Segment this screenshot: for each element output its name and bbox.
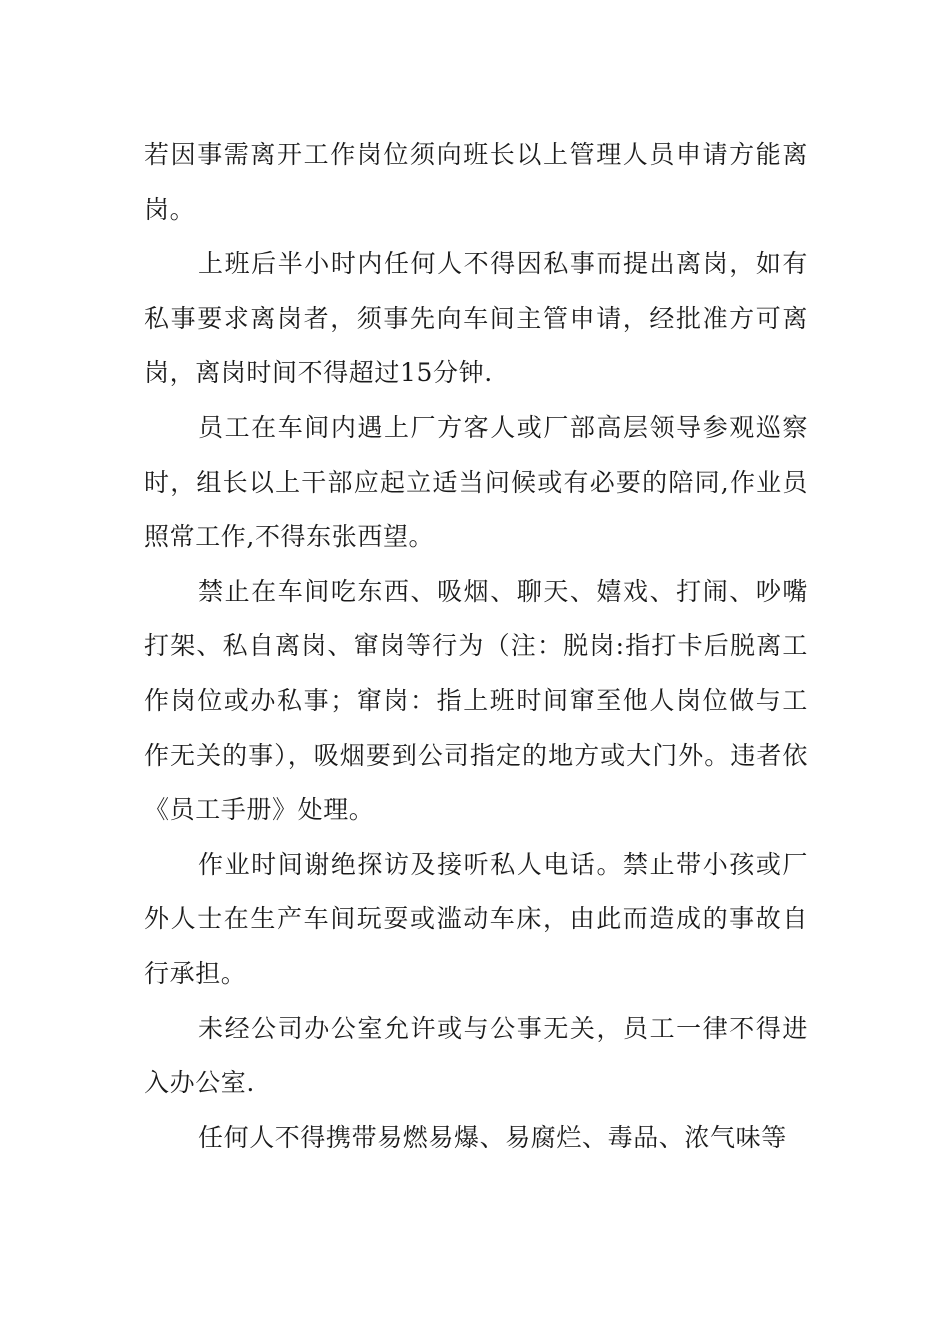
paragraph-leave-rule: 上班后半小时内任何人不得因私事而提出离岗，如有私事要求离岗者，须事先向车间主管申请，经批准方可离岗，离岗时间不得超过15分钟. (144, 249, 808, 388)
paragraph-hazardous-items-rule: 任何人不得携带易燃易爆、易腐烂、毒品、浓气味等 (198, 1122, 787, 1152)
paragraph-visit-phone-rule: 作业时间谢绝探访及接听私人电话。禁止带小孩或厂外人士在生产车间玩耍或滥动车床，由此而造成的事故自行承担。 (144, 849, 808, 988)
paragraph-visitor-rule: 员工在车间内遇上厂方客人或厂部高层领导参观巡察时，组长以上干部应起立适当问候或有必要的陪同,作业员照常工作,不得东张西望。 (144, 412, 808, 552)
paragraph-leave-request: 若因事需离开工作岗位须向班长以上管理人员申请方能离岗。 (144, 140, 808, 224)
paragraph-prohibited-behavior: 禁止在车间吃东西、吸烟、聊天、嬉戏、打闹、吵嘴打架、私自离岗、窜岗等行为（注：脱岗:指打卡后脱离工作岗位或办私事；窜岗：指上班时间窜至他人岗位做与工作无关的事），吸烟要到公司指定的地方或大门外。违者依《员工手册》处理。 (144, 576, 808, 825)
document-body (144, 128, 808, 1165)
paragraph-office-access-rule: 未经公司办公室允许或与公事无关，员工一律不得进入办公室. (144, 1013, 808, 1098)
